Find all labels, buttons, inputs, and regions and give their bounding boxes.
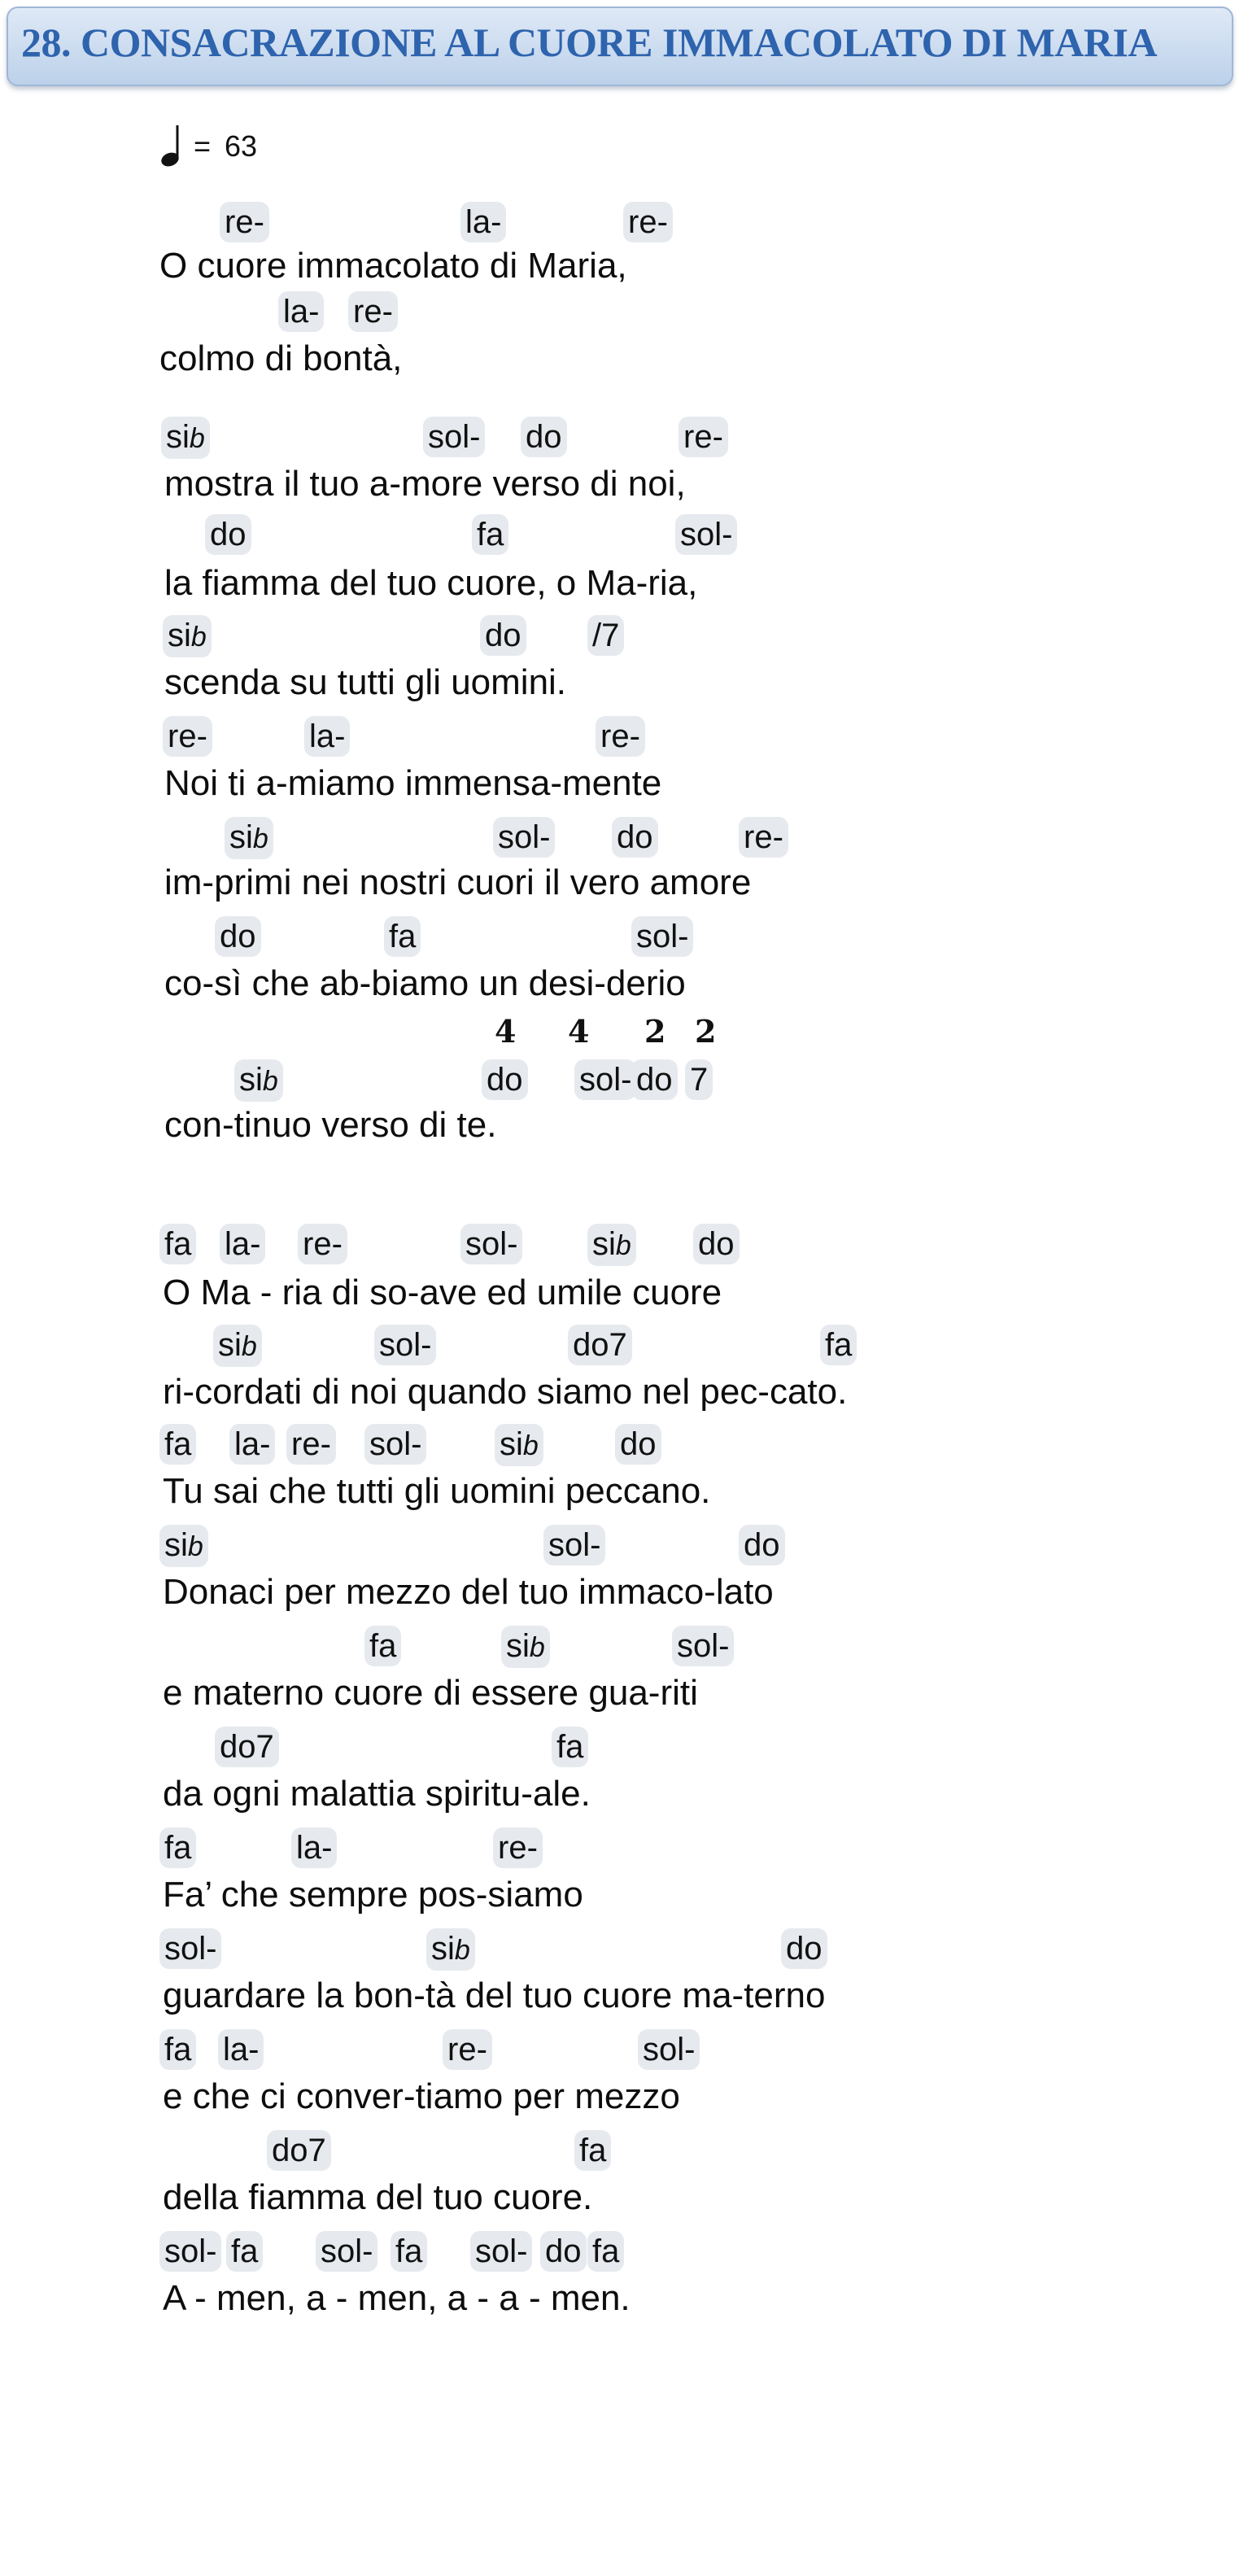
chord-text: fa — [477, 517, 504, 552]
chord-text: la- — [309, 718, 346, 754]
chord-label — [215, 916, 261, 957]
beat-figure: 4 — [495, 1013, 517, 1050]
chord-text: sol- — [680, 517, 733, 552]
flat-sign: b — [615, 1230, 631, 1261]
chord-text: do — [636, 1062, 673, 1098]
chord-label — [423, 417, 485, 457]
chord-text: sol- — [428, 419, 481, 455]
chord-label — [470, 2231, 532, 2272]
flat-sign: b — [262, 1066, 278, 1097]
chord-text: re- — [628, 204, 668, 240]
chord-label — [225, 817, 273, 859]
chord-label — [493, 817, 555, 858]
chord-label — [679, 417, 728, 457]
chord-text: si — [592, 1226, 616, 1262]
chord-label — [685, 1059, 713, 1100]
chord-text: la- — [223, 2032, 260, 2067]
page-title: 28. CONSACRAZIONE AL CUORE IMMACOLATO DI MARIA — [21, 20, 1158, 65]
chord-text: do — [620, 1426, 657, 1462]
chord-label — [205, 514, 251, 555]
chord-label — [493, 1827, 543, 1868]
chord-text: do — [698, 1226, 735, 1262]
chord-label — [739, 1525, 785, 1565]
tempo-value: 63 — [225, 129, 258, 163]
chord-label — [638, 2029, 700, 2070]
lyric-line: della fiamma del tuo cuore. — [163, 2177, 593, 2217]
chord-text: fa — [592, 2233, 620, 2269]
chord-label — [298, 1224, 347, 1264]
chord-text: /7 — [592, 618, 620, 653]
chord-text: fa — [164, 2032, 192, 2067]
chord-text: do — [526, 419, 562, 455]
flat-sign: b — [522, 1430, 539, 1461]
chord-text: do — [210, 517, 247, 552]
chord-label — [286, 1424, 336, 1465]
chord-label — [460, 1224, 522, 1264]
chord-label — [587, 2231, 624, 2272]
chord-label — [675, 514, 737, 555]
chord-text: sol- — [643, 2032, 696, 2067]
chord-label — [161, 417, 210, 459]
chord-label — [159, 1827, 196, 1868]
chord-label — [159, 1424, 196, 1465]
chord-label — [820, 1325, 857, 1365]
chord-text: fa — [556, 1729, 584, 1765]
chord-text: sol- — [475, 2233, 528, 2269]
lyric-line: O Ma - ria di so-ave ed umile cuore — [163, 1273, 722, 1312]
chord-text: si — [229, 819, 253, 855]
chord-text: sol- — [548, 1527, 601, 1563]
chord-label — [540, 2231, 587, 2272]
chord-label — [623, 202, 673, 242]
chord-text: fa — [164, 1426, 192, 1462]
chord-text: do — [485, 618, 521, 653]
lyric-line: A - men, a - men, a - a - men. — [163, 2278, 631, 2318]
chord-text: 7 — [690, 1062, 709, 1098]
chord-text: fa — [164, 1226, 192, 1262]
chord-label — [364, 1626, 401, 1666]
chord-text: do — [786, 1931, 823, 1967]
chord-label — [267, 2130, 331, 2171]
chord-text: re- — [291, 1426, 331, 1462]
chord-text: do — [744, 1527, 780, 1563]
chord-text: do7 — [220, 1729, 274, 1765]
chord-label — [568, 1325, 632, 1365]
chord-label — [501, 1626, 550, 1668]
chord-text: do — [617, 819, 653, 855]
flat-sign: b — [454, 1935, 470, 1966]
lyric-line: im-primi nei nostri cuori il vero amore — [164, 862, 752, 902]
chord-label — [163, 615, 212, 657]
chord-text: sol- — [379, 1327, 432, 1363]
chord-label — [234, 1059, 283, 1102]
chord-text: fa — [395, 2233, 423, 2269]
chord-text: re- — [353, 294, 393, 330]
chord-label — [278, 291, 324, 332]
chord-text: sol- — [369, 1426, 422, 1462]
lyric-line: la fiamma del tuo cuore, o Ma-ria, — [164, 563, 698, 603]
chord-text: la- — [296, 1830, 333, 1866]
chord-text: si — [168, 618, 191, 653]
chord-label — [159, 2231, 221, 2272]
chord-text: si — [164, 1527, 188, 1563]
chord-text: sol- — [498, 819, 551, 855]
chord-label — [672, 1626, 734, 1666]
chord-label — [574, 1059, 636, 1100]
chord-label — [159, 1525, 208, 1567]
lyric-line: Tu sai che tutti gli uomini peccano. — [163, 1471, 711, 1511]
chord-text: la- — [465, 204, 502, 240]
chord-text: do7 — [272, 2133, 326, 2168]
lyric-line: co-sì che ab-biamo un desi-derio — [164, 963, 686, 1003]
chord-text: fa — [369, 1628, 397, 1664]
chord-text: la- — [225, 1226, 261, 1262]
chord-text: la- — [283, 294, 320, 330]
chord-label — [472, 514, 508, 555]
chord-text: re- — [447, 2032, 487, 2067]
lyric-line: O cuore immacolato di Maria, — [159, 246, 627, 286]
lyric-line: guardare la bon-tà del tuo cuore ma-terno — [163, 1976, 826, 2015]
chord-label — [215, 1727, 279, 1767]
chord-label — [220, 1224, 265, 1264]
chord-label — [574, 2130, 611, 2171]
chord-text: re- — [744, 819, 783, 855]
chord-label — [220, 202, 269, 242]
lyric-line: Fa’ che sempre pos-siamo — [163, 1875, 583, 1915]
chord-text: re- — [600, 718, 640, 754]
chord-text: fa — [231, 2233, 259, 2269]
chord-label — [291, 1827, 337, 1868]
lyric-line: mostra il tuo a-more verso di noi, — [164, 464, 686, 504]
chord-text: la- — [234, 1426, 271, 1462]
beat-figure: 4 — [568, 1013, 590, 1050]
chord-label — [495, 1424, 543, 1466]
chord-label — [693, 1224, 740, 1264]
chord-text: sol- — [164, 2233, 217, 2269]
chord-text: si — [500, 1426, 523, 1462]
lyric-line: colmo di bontà, — [159, 338, 403, 378]
flat-sign: b — [529, 1632, 545, 1663]
chord-text: fa — [579, 2133, 607, 2168]
lyric-line: da ogni malattia spiritu-ale. — [163, 1774, 591, 1814]
flat-sign: b — [187, 1531, 203, 1562]
chord-label — [348, 291, 398, 332]
chord-label — [521, 417, 567, 457]
chord-text: re- — [303, 1226, 343, 1262]
lyric-line: Donaci per mezzo del tuo immaco-lato — [163, 1572, 774, 1612]
chord-text: fa — [825, 1327, 853, 1363]
beat-figure: 2 — [695, 1013, 717, 1050]
chord-label — [364, 1424, 426, 1465]
lyric-line: con-tinuo verso di te. — [164, 1105, 497, 1145]
beat-figure: 2 — [644, 1013, 666, 1050]
chord-text: re- — [498, 1830, 538, 1866]
chord-label — [443, 2029, 492, 2070]
chord-label — [374, 1325, 436, 1365]
chord-text: sol- — [579, 1062, 632, 1098]
flat-sign: b — [189, 423, 205, 454]
lyric-line: scenda su tutti gli uomini. — [164, 662, 567, 702]
chord-text: do — [220, 919, 256, 954]
chord-text: fa — [164, 1830, 192, 1866]
chord-text: sol- — [321, 2233, 373, 2269]
chord-label — [213, 1325, 262, 1367]
chord-text: si — [431, 1931, 455, 1967]
chord-label — [631, 916, 693, 957]
chord-text: sol- — [677, 1628, 730, 1664]
chord-label — [543, 1525, 605, 1565]
chord-text: do — [545, 2233, 582, 2269]
flat-sign: b — [241, 1331, 257, 1362]
chord-label — [552, 1727, 588, 1767]
chord-label — [159, 1928, 221, 1969]
chord-text: fa — [389, 919, 417, 954]
chord-text: sol- — [465, 1226, 518, 1262]
chord-text: sol- — [164, 1931, 217, 1967]
chord-text: do — [487, 1062, 523, 1098]
chord-label — [316, 2231, 377, 2272]
chord-text: sol- — [636, 919, 689, 954]
chord-label — [596, 716, 645, 757]
chord-text: do7 — [573, 1327, 627, 1363]
chord-label — [159, 1224, 196, 1264]
chord-label — [426, 1928, 475, 1971]
chord-label — [218, 2029, 264, 2070]
chord-label — [587, 615, 624, 656]
flat-sign: b — [252, 823, 268, 854]
chord-label — [384, 916, 421, 957]
lyric-line: ri-cordati di noi quando siamo nel pec-cato. — [163, 1372, 848, 1412]
chord-text: re- — [225, 204, 264, 240]
chord-label — [482, 1059, 528, 1100]
flat-sign: b — [190, 622, 207, 653]
lyric-line: e materno cuore di essere gua-riti — [163, 1673, 698, 1713]
chord-text: si — [239, 1062, 263, 1098]
chord-label — [163, 716, 212, 757]
chord-label — [587, 1224, 636, 1266]
chord-label — [781, 1928, 827, 1969]
chord-text: si — [166, 419, 190, 455]
chord-label — [615, 1424, 661, 1465]
lyric-line: e che ci conver-tiamo per mezzo — [163, 2076, 680, 2116]
chord-label — [631, 1059, 678, 1100]
chord-label — [304, 716, 350, 757]
chord-label — [460, 202, 506, 242]
chord-label — [480, 615, 526, 656]
chord-label — [391, 2231, 427, 2272]
chord-text: re- — [168, 718, 207, 754]
chord-text: re- — [683, 419, 723, 455]
chord-label — [612, 817, 658, 858]
lyric-line: Noi ti a-miamo immensa-mente — [164, 763, 662, 803]
chord-text: si — [506, 1628, 530, 1664]
chord-label — [226, 2231, 263, 2272]
tempo-equals: = — [194, 129, 212, 163]
chord-label — [159, 2029, 196, 2070]
chord-label — [229, 1424, 275, 1465]
chord-label — [739, 817, 788, 858]
chord-text: si — [218, 1327, 242, 1363]
